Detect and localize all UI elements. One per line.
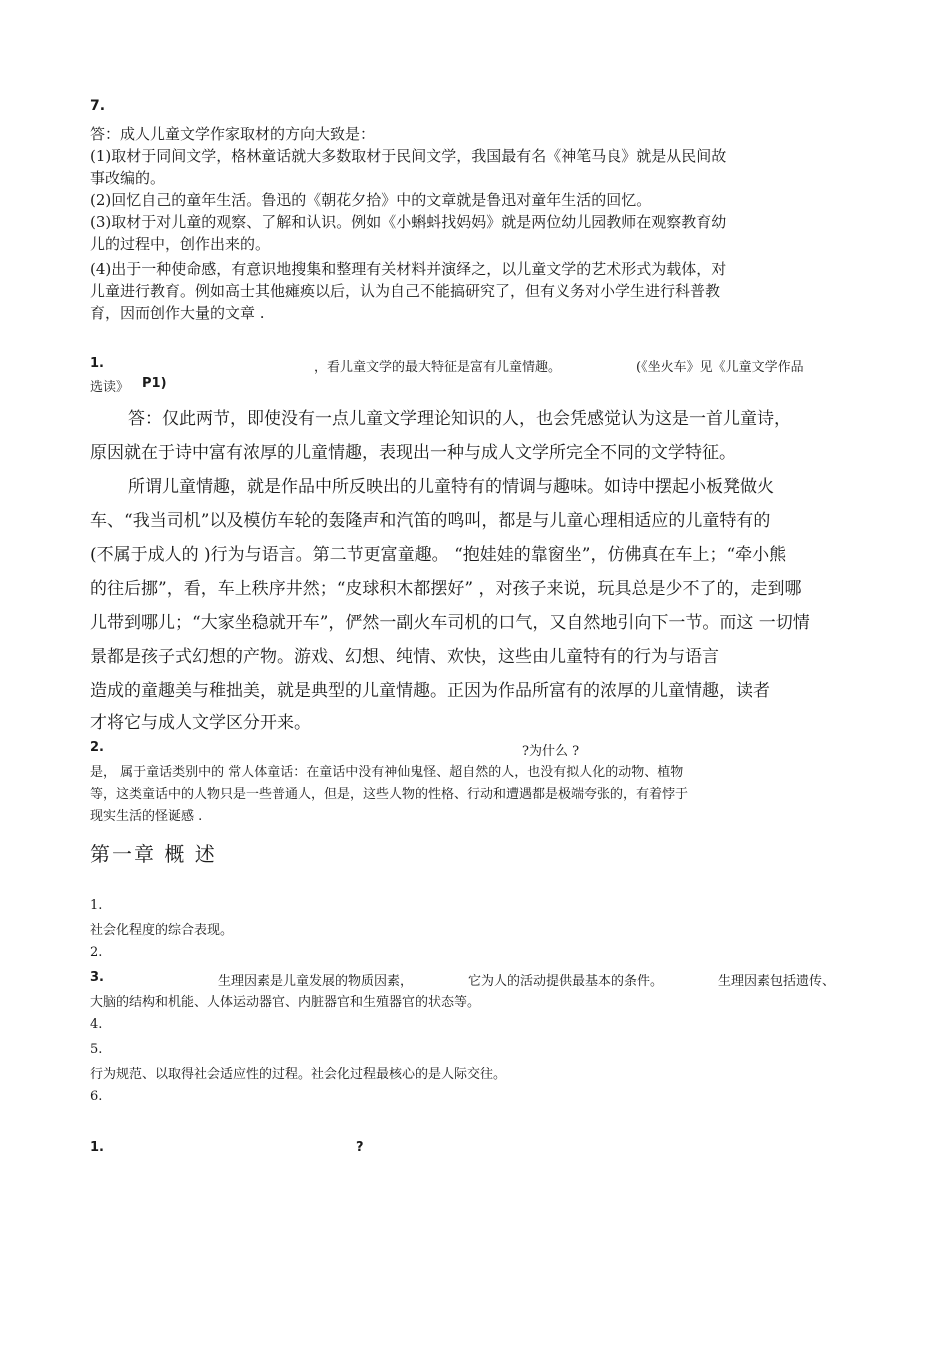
item-text: 生理因素是儿童发展的物质因素， (218, 974, 414, 989)
question-number: 1. (90, 1140, 104, 1155)
answer-paragraph-line: 原因就在于诗中富有浓厚的儿童情趣，表现出一种与成人文学所完全不同的文学特征。 (90, 443, 736, 463)
item-text: 生理因素包括遗传、 (718, 974, 836, 989)
answer-line: (1)取材于同间文学，格林童话就大多数取材于民间文学，我国最有名《神笔马良》就是从民间故 (90, 147, 727, 165)
answer-paragraph-line: 儿带到哪儿；“大家坐稳就开车”，俨然一副火车司机的口气，又自然地引向下一节。而这 一切情 (90, 613, 810, 633)
question-text: ，看儿童文学的最大特征是富有儿童情趣。 (314, 360, 562, 375)
answer-line: 答：成人儿童文学作家取材的方向大致是： (90, 125, 376, 143)
answer-paragraph-line: 造成的童趣美与稚拙美，就是典型的儿童情趣。正因为作品所富有的浓厚的儿童情趣，读者 (90, 681, 770, 701)
item-number: 6. (90, 1089, 103, 1104)
section-number: 7. (90, 98, 106, 114)
item-text: 它为人的活动提供最基本的条件。 (468, 974, 664, 989)
question-number: 1. (90, 356, 104, 371)
answer-paragraph-line: 车、“我当司机”以及模仿车轮的轰隆声和汽笛的鸣叫，都是与儿童心理相适应的儿童特有的 (90, 511, 771, 531)
item-text: 大脑的结构和机能、人体运动器官、内脏器官和生殖器官的状态等。 (90, 995, 481, 1010)
item-text: 社会化程度的综合表现。 (90, 923, 234, 938)
chapter-title: 第一章 概 述 (90, 842, 217, 866)
question-mark: ? (356, 1140, 364, 1155)
answer-paragraph-line: 的往后挪”，看，车上秩序井然；“皮球积木都摆好” ，对孩子来说，玩具总是少不了的，走到哪 (90, 579, 802, 599)
item-number: 4. (90, 1017, 103, 1032)
question-reference: (《坐火车》见《儿童文学作品 (636, 360, 804, 375)
answer-line: (4)出于一种使命感，有意识地搜集和整理有关材料并演绎之，以儿童文学的艺术形式为载体，对 (90, 260, 727, 278)
answer-paragraph-line: 答：仅此两节，即使没有一点儿童文学理论知识的人，也会凭感觉认为这是一首儿童诗， (128, 409, 791, 429)
item-text: 行为规范、以取得社会适应性的过程。社会化过程最核心的是人际交往。 (90, 1067, 507, 1082)
answer-paragraph-line: 景都是孩子式幻想的产物。游戏、幻想、纯情、欢快，这些由儿童特有的行为与语言 (90, 647, 719, 667)
answer-line: 现实生活的怪诞感 . (90, 809, 203, 824)
answer-paragraph-line: (不属于成人的 )行为与语言。第二节更富童趣。 “抱娃娃的靠窗坐”，仿佛真在车上；“牵小熊 (90, 545, 787, 565)
answer-line: 育，因而创作大量的文章 . (90, 304, 265, 322)
answer-line: 儿的过程中，创作出来的。 (90, 235, 271, 253)
question-reference-cont: 选读》 (90, 380, 130, 395)
item-number: 1. (90, 898, 103, 913)
item-number: 5. (90, 1042, 103, 1057)
answer-paragraph-line: 才将它与成人文学区分开来。 (90, 713, 311, 733)
item-number: 2. (90, 945, 103, 960)
answer-line: 等，这类童话中的人物只是一些普通人，但是，这些人物的性格、行动和遭遇都是极端夸张的，有着悖于 (90, 787, 689, 802)
answer-line: 儿童进行教育。例如高士其他瘫痪以后，认为自己不能搞研究了，但有义务对小学生进行科普教 (90, 282, 721, 300)
page-reference: P1) (142, 376, 167, 391)
answer-line: (2)回忆自己的童年生活。鲁迅的《朝花夕拾》中的文章就是鲁迅对童年生活的回忆。 (90, 191, 652, 209)
question-tail: ?为什么 ? (522, 744, 580, 759)
item-number: 3. (90, 970, 104, 985)
answer-line: (3)取材于对儿童的观察、了解和认识。例如《小蝌蚪找妈妈》就是两位幼儿园教师在观察教育幼 (90, 213, 727, 231)
answer-paragraph-line: 所谓儿童情趣，就是作品中所反映出的儿童特有的情调与趣味。如诗中摆起小板凳做火 (128, 477, 774, 497)
answer-line: 事改编的。 (90, 169, 166, 187)
answer-line: 是， 属于童话类别中的 常人体童话：在童话中没有神仙鬼怪、超自然的人，也没有拟人化的动物、植物 (90, 765, 684, 780)
question-number: 2. (90, 740, 104, 755)
